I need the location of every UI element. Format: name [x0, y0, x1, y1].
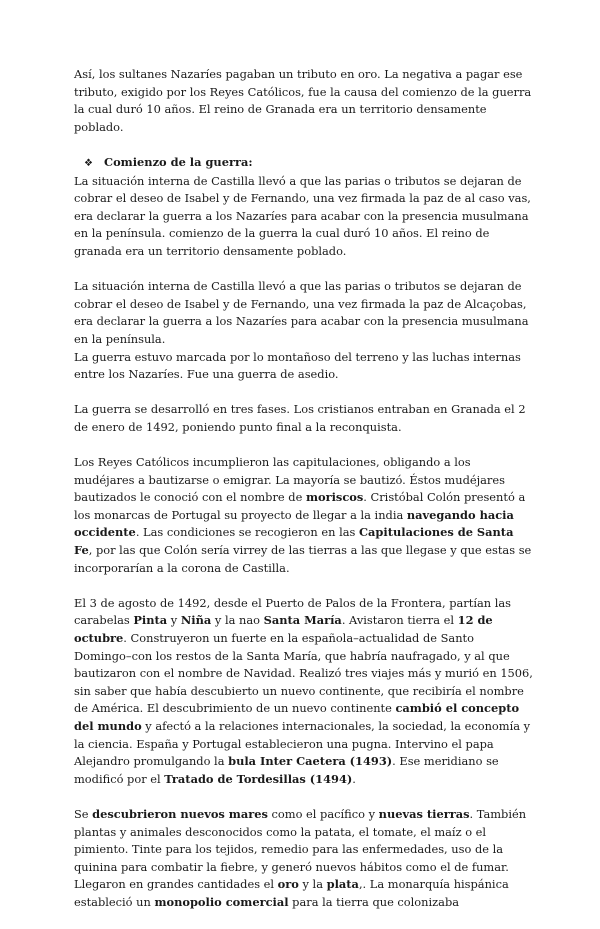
paragraph-situacion-1: La situación interna de Castilla llevó a que las parias o tributos se dejaran de cobrar el deseo de Isabel y de Fernando, una vez firmada la paz de al caso vas, era declarar la guerra a los Nazaríes para acabar con la presencia musulmana en la península. comienzo de la guerra la cual duró 10 años. El reino de granada era un territorio densamente poblado.: [74, 173, 531, 258]
text-run: ,. La monarquía hispánica estableció un: [74, 877, 509, 909]
bold-run: plata: [326, 877, 359, 892]
text-run: . Avistaron tierra el: [341, 613, 458, 628]
bold-run: 12 de octubre: [74, 613, 493, 645]
text-run: para la tierra que colonizaba: [288, 894, 460, 909]
text-run: . Ese meridiano se modificó por el: [74, 754, 499, 786]
paragraph-asedio: La guerra estuvo marcada por lo montañoso del terreno y las luchas internas entre los Nazaríes. Fue una guerra de asedio.: [74, 349, 521, 382]
heading-text: Comienzo de la guerra:: [104, 154, 253, 169]
bold-run: Tratado de Tordesillas (1494): [164, 771, 353, 786]
paragraph-situacion-2: La situación interna de Castilla llevó a que las parias o tributos se dejaran de cobrar el deseo de Isabel y de Fernando, una vez firmada la paz de Alcaçobas, era declarar la guerra a los Nazaríes para acabar con la presencia musulmana en la península.: [74, 279, 529, 346]
paragraph-descubrimientos: [74, 806, 534, 912]
bold-run: Pinta: [133, 613, 168, 628]
bold-run: oro: [277, 877, 299, 892]
text-run: y afectó a la relaciones internacionales, la sociedad, la economía y la ciencia. España y Portugal establecieron una pugna. Intervino el papa Alejandro promulgando la: [74, 718, 531, 769]
text-run: , por las que Colón sería virrey de las tierras a las que llegase y que estas se incorporarían a la corona de Castilla.: [74, 543, 532, 575]
bold-run: navegando hacia occidente: [74, 507, 514, 540]
text-run: y la: [298, 877, 327, 892]
text-run: . Las condiciones se recogieron en las: [135, 525, 359, 540]
text-run: y: [167, 613, 181, 628]
text-run: .: [352, 771, 356, 786]
text-run: y la nao: [211, 613, 264, 628]
bold-run: nuevas tierras: [378, 806, 470, 821]
text-run: . Construyeron un fuerte en la española–actualidad de Santo Domingo–con los restos de la Santa María, que habría naufragado, y al que bautizaron con el nombre de Navidad. Realizó tres viajes más y murió en 1506, sin saber que había descubierto un nuevo continente, que recibiría el nombre de América. El descubrimiento de un nuevo continente: [74, 631, 533, 716]
paragraph-tributo: Así, los sultanes Nazaríes pagaban un tributo en oro. La negativa a pagar ese tributo, exigido por los Reyes Católicos, fue la causa del comienzo de la guerra la cual duró 10 años. El reino de Granada era un territorio densamente poblado.: [74, 67, 532, 134]
bold-run: moriscos: [305, 490, 364, 505]
paragraph-viaje: [74, 595, 534, 789]
bold-run: cambió el concepto del mundo: [74, 701, 520, 733]
text-run: como el pacífico y: [267, 806, 379, 821]
text-run: Se: [74, 806, 93, 821]
bold-run: Niña: [180, 613, 212, 628]
paragraph-capitulaciones: [74, 454, 534, 577]
text-run: . Cristóbal Colón presentó a los monarcas de Portugal su proyecto de llegar a la india: [74, 490, 526, 522]
bold-run: monopolio comercial: [154, 894, 289, 909]
paragraph-fases: La guerra se desarrolló en tres fases. Los cristianos entraban en Granada el 2 de enero de 1492, poniendo punto final a la reconquista.: [74, 402, 526, 434]
bold-run: bula Inter Caetera (1493): [228, 754, 393, 769]
diamond-bullet-icon: ❖: [84, 157, 93, 169]
section-heading: [74, 154, 534, 173]
bold-run: Santa María: [263, 613, 342, 628]
bold-run: Capitulaciones de Santa Fe: [74, 525, 514, 558]
text-run: El 3 de agosto de 1492, desde el Puerto de Palos de la Frontera, partían las carabelas: [74, 595, 511, 628]
document-page: [74, 66, 534, 929]
text-run: Los Reyes Católicos incumplieron las capitulaciones, obligando a los mudéjares a bautizarse o emigrar. La mayoría se bautizó. Éstos mudéjares bautizados le conoció con el nombre de: [74, 455, 505, 505]
text-run: . También plantas y animales desconocidos como la patata, el tomate, el maíz o el pimiento. Tinte para los tejidos, remedio para las enfermedades, uso de la quinina para combatir la fiebre, y generó nuevos hábitos como el de fumar. Llegaron en grandes cantidades el: [74, 806, 527, 892]
bold-run: descubrieron nuevos mares: [92, 806, 268, 821]
